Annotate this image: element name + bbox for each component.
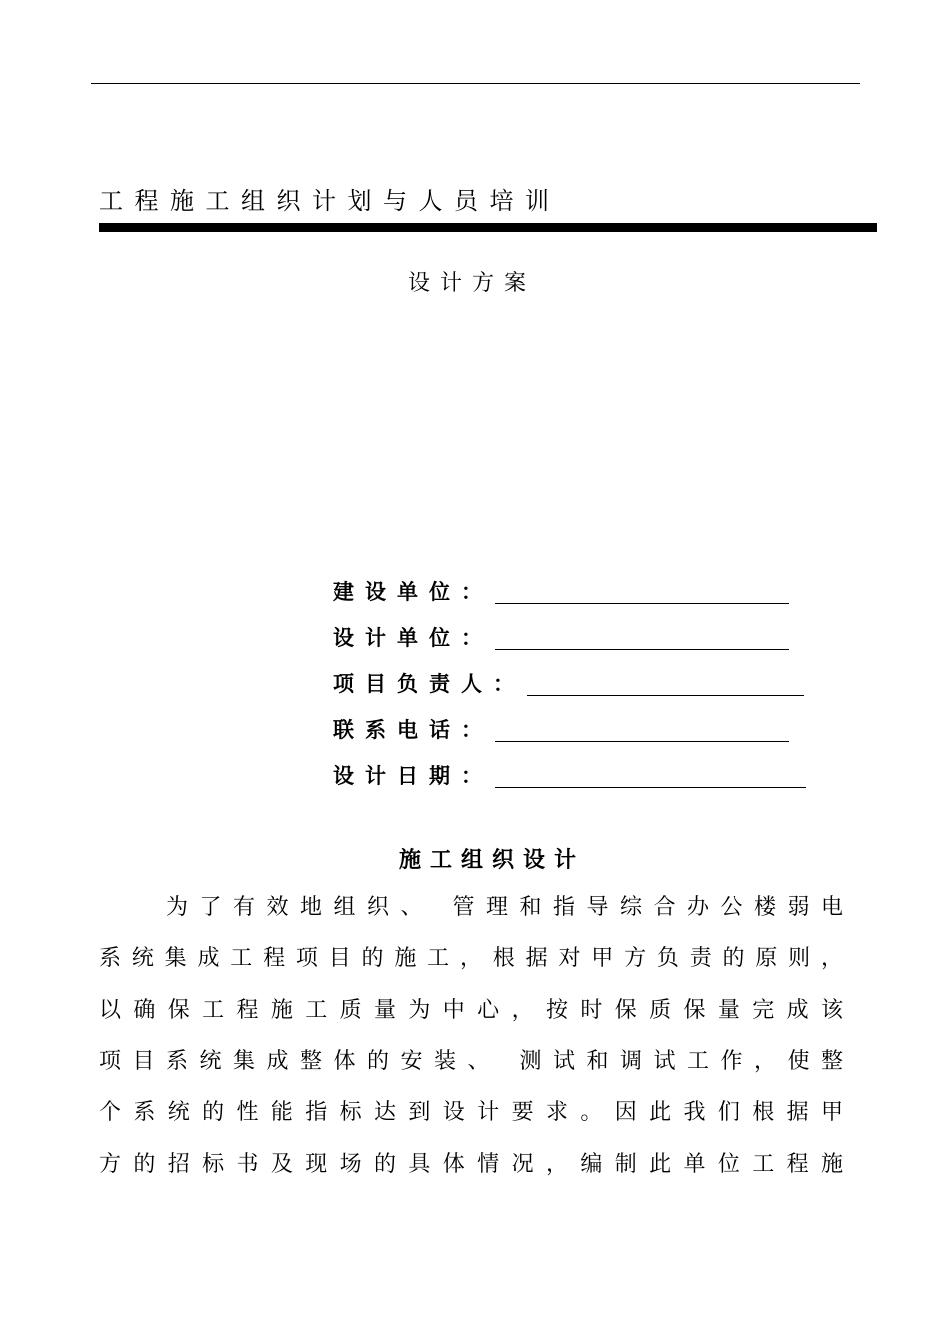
field-design-date [333,758,806,792]
fill-in-line [495,603,789,604]
paragraph-line: 个系统的性能指标达到设计要求。因此我们根据甲 [99,1100,843,1125]
paragraph-line: 以确保工程施工质量为中心，按时保质保量完成该 [99,998,843,1023]
fill-in-line [495,787,806,788]
paragraph-line: 项目系统集成整体的安装、 测试和调试工作，使整 [99,1049,843,1074]
fill-in-line [495,741,789,742]
paragraph-line: 为了有效地组织、 管理和指导综合办公楼弱电 [99,895,843,920]
field-label: 建设单位： [333,580,493,604]
field-project-lead [333,666,804,700]
field-contact-phone [333,712,789,746]
paragraph-line: 系统集成工程项目的施工，根据对甲方负责的原则， [99,946,843,971]
title-underline [99,223,877,232]
field-label: 设计单位： [333,626,493,650]
fill-in-line [495,649,789,650]
paragraph-line: 方的招标书及现场的具体情况，编制此单位工程施 [99,1152,843,1177]
fill-in-line [527,695,804,696]
header-rule [91,83,860,84]
field-label: 设计日期： [333,764,493,788]
field-label: 项目负责人： [333,672,525,696]
field-construction-unit [333,574,789,608]
document-title: 工程施工组织计划与人员培训 [99,187,561,215]
document-subtitle: 设计方案 [408,271,537,296]
section-title: 施工组织设计 [399,848,586,873]
field-label: 联系电话： [333,718,493,742]
field-design-unit [333,620,789,654]
